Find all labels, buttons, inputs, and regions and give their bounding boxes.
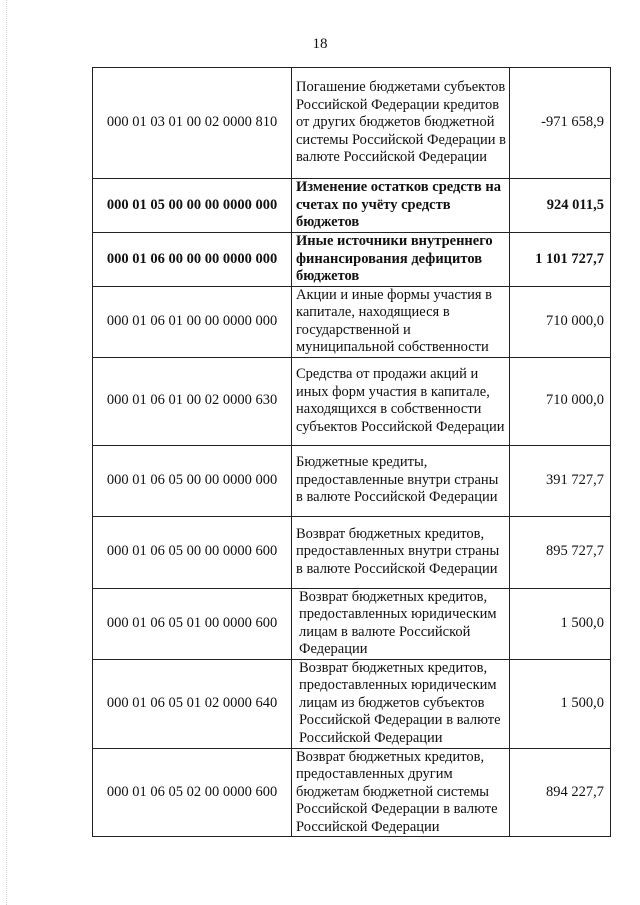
budget-sources-table xyxy=(92,67,611,837)
table-row xyxy=(93,286,611,357)
budget-name-cell: Возврат бюджетных кредитов, предоставленных юридическим лицам из бюджетов субъектов Российской Федерации в валюте Российской Федерации xyxy=(292,659,510,748)
table-row xyxy=(93,516,611,588)
budget-amount-cell: 924 011,5 xyxy=(510,179,611,233)
table-row xyxy=(93,357,611,445)
budget-code-cell: 000 01 06 05 00 00 0000 600 xyxy=(93,516,292,588)
budget-code-cell: 000 01 06 05 02 00 0000 600 xyxy=(93,748,292,837)
table-row xyxy=(93,588,611,659)
budget-name-cell: Акции и иные формы участия в капитале, находящиеся в государственной и муниципальной собственности xyxy=(292,286,510,357)
table-row xyxy=(93,68,611,179)
budget-code-cell: 000 01 06 01 00 02 0000 630 xyxy=(93,357,292,445)
budget-code-cell: 000 01 06 00 00 00 0000 000 xyxy=(93,233,292,287)
table-row xyxy=(93,233,611,287)
budget-amount-cell: 894 227,7 xyxy=(510,748,611,837)
budget-name-cell: Возврат бюджетных кредитов, предоставленных другим бюджетам бюджетной системы Российской Федерации в валюте Российской Федерации xyxy=(292,748,510,837)
budget-code-cell: 000 01 05 00 00 00 0000 000 xyxy=(93,179,292,233)
budget-name-cell: Бюджетные кредиты, предоставленные внутри страны в валюте Российской Федерации xyxy=(292,445,510,516)
table-row xyxy=(93,748,611,837)
budget-amount-cell: 710 000,0 xyxy=(510,286,611,357)
budget-code-cell: 000 01 06 05 01 02 0000 640 xyxy=(93,659,292,748)
budget-code-cell: 000 01 06 05 01 00 0000 600 xyxy=(93,588,292,659)
budget-name-cell: Возврат бюджетных кредитов, предоставленных юридическим лицам в валюте Российской Федерации xyxy=(292,588,510,659)
budget-amount-cell: 895 727,7 xyxy=(510,516,611,588)
budget-code-cell: 000 01 06 05 00 00 0000 000 xyxy=(93,445,292,516)
budget-amount-cell: 391 727,7 xyxy=(510,445,611,516)
budget-name-cell: Изменение остатков средств на счетах по учёту средств бюджетов xyxy=(292,179,510,233)
budget-amount-cell: 1 500,0 xyxy=(510,588,611,659)
budget-amount-cell: -971 658,9 xyxy=(510,68,611,179)
table-row xyxy=(93,445,611,516)
table-row xyxy=(93,659,611,748)
budget-amount-cell: 710 000,0 xyxy=(510,357,611,445)
budget-name-cell: Погашение бюджетами субъектов Российской Федерации кредитов от других бюджетов бюджетной системы Российской Федерации в валюте Российской Федерации xyxy=(292,68,510,179)
budget-amount-cell: 1 101 727,7 xyxy=(510,233,611,287)
budget-name-cell: Иные источники внутреннего финансирования дефицитов бюджетов xyxy=(292,233,510,287)
budget-code-cell: 000 01 03 01 00 02 0000 810 xyxy=(93,68,292,179)
scan-edge xyxy=(6,0,8,905)
budget-amount-cell: 1 500,0 xyxy=(510,659,611,748)
table-row xyxy=(93,179,611,233)
budget-code-cell: 000 01 06 01 00 00 0000 000 xyxy=(93,286,292,357)
page-number: 18 xyxy=(312,36,328,52)
budget-name-cell: Средства от продажи акций и иных форм участия в капитале, находящихся в собственности субъектов Российской Федерации xyxy=(292,357,510,445)
budget-name-cell: Возврат бюджетных кредитов, предоставленных внутри страны в валюте Российской Федерации xyxy=(292,516,510,588)
